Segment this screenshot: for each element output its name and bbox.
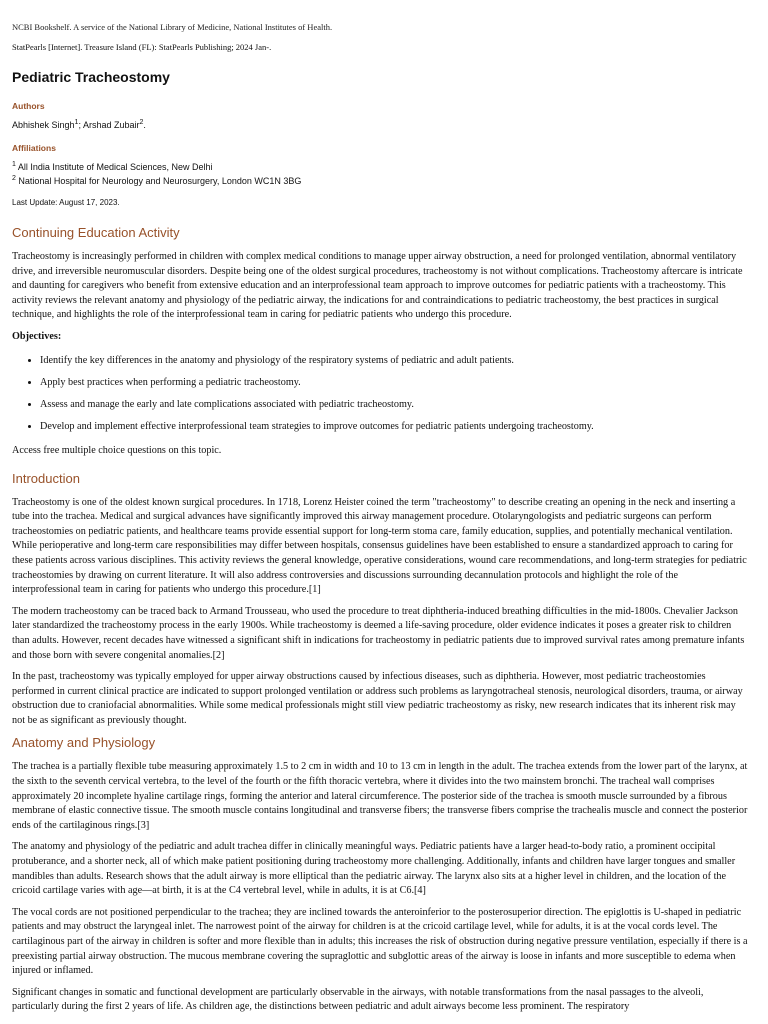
paragraph: The vocal cords are not positioned perpendicular to the trachea; they are inclined towards the anteroinferior to the posterosuperior direction. The epiglottis is U-shaped in pediatric patients and may obstruct the laryngeal inlet. The narrowest point of the airway for children is at the cricoid cartilage level, while for adults, it is at the vocal cords level. The cartilaginous part of the airway in children is softer and more flexible than in adults; this increases the risk of obstruction during negative pressure ventilation, especially if there is a preexisting partial airway obstruction. The mucous membrane covering the supraglottic and subglottic areas of the airway is loose in infants and more susceptible to edema when injured or inflamed.: [12, 906, 748, 977]
list-item: • Apply best practices when performing a pediatric tracheostomy.: [40, 376, 748, 390]
author-end: .: [143, 120, 146, 130]
paragraph: The trachea is a partially flexible tube measuring approximately 1.5 to 2 cm in width and 10 to 13 cm in length in the adult. The trachea extends from the lower part of the larynx, at the sixth to the seventh cervical vertebra, to the level of the fourth or the fifth thoracic vertebra, where it divides into the two mainstem bronchi. The tracheal wall comprises approximately 20 incomplete hyaline cartilage rings, forming the anterior and lateral circumference. The posterior side of the trachea is smooth muscle surrounded by a fibrous membrane of elastic connective tissue. The smooth muscle contains longitudinal and transverse fibers; the transverse fibers comprise the trachealis muscle and connect the posterior ends of the cartilaginous rings.[3]: [12, 761, 748, 831]
section-heading: Anatomy and Physiology: [12, 735, 156, 751]
section-anatomy: [12, 735, 748, 1015]
last-update: Last Update: August 17, 2023.: [12, 198, 120, 207]
paragraph: In the past, tracheostomy was typically employed for upper airway obstructions caused by infectious diseases, such as diphtheria. However, most pediatric tracheostomies performed in current clinical practice are indicated to support prolonged ventilation or address such problems as laryngotracheal stenosis, neurological disorders, trauma, or airway obstruction due to craniofacial abnormalities. While some medical professionals might still view pediatric tracheostomy as risky, new research indicates that its inherent risk may not be as significant as previously thought.: [12, 671, 743, 726]
author-sup: 1: [74, 119, 79, 126]
objectives-label: Objectives:: [12, 330, 62, 342]
affiliation-text: National Hospital for Neurology and Neurosurgery, London WC1N 3BG: [15, 176, 302, 186]
affiliation-text: All India Institute of Medical Sciences, New Delhi: [15, 162, 213, 172]
author-link[interactable]: Abhishek Singh: [12, 120, 75, 130]
list-item: • Develop and implement effective interprofessional team strategies to improve outcomes for pediatric patients undergoing tracheostomy.: [40, 420, 748, 434]
section-continuing-education: [12, 225, 748, 459]
affiliation-sup: 1: [12, 161, 16, 168]
paragraph: The anatomy and physiology of the pediatric and adult trachea differ in clinically meaningful ways. Pediatric patients have a larger head-to-body ratio, a prominent occipital protuberance, and a shorter neck, all of which make patient positioning during tracheostomy more challenging. Additionally, infants and children have larger tongues and smaller mandibles than adults. Research shows that the adult airway is more elliptical than the pediatric airway. The larynx also sits at a higher level in children, and the location of the cricoid cartilage varies with age—at birth, it is at the C4 vertebral level, while in adults, it is at C6.[4]: [12, 841, 736, 897]
list-item: • Identify the key differences in the anatomy and physiology of the respiratory systems of pediatric and adult patients.: [40, 354, 748, 368]
paragraph: Tracheostomy is one of the oldest known surgical procedures. In 1718, Lorenz Heister coined the term "tracheostomy" to describe creating an opening in the neck and inserting a tube into the trachea. Medical and surgical advances have significantly improved this airway management procedure. Otolaryngologists and pediatric surgeons can perform tracheostomies on pediatric patients, and healthcare teams provide essential support for long-term stoma care, family education, supplies, and potentially mechanical ventilation. While perioperative and long-term care responsibilities may differ between hospitals, consensus guidelines have been established to ensure a standardized approach to caring for these patients across various disciplines. This activity reviews the general knowledge, operative considerations, wound care recommendations, and long-term strategies for pediatric tracheostomies by drawing on current literature. It will also address controversies and discussions surrounding decannulation protocols and highlight the role of the interprofessional team in caring for patients who undergo this procedure.[1]: [12, 496, 747, 596]
section-introduction: [12, 471, 748, 729]
affiliation-2: [12, 173, 748, 187]
section-heading: Introduction: [12, 470, 80, 486]
source-line: StatPearls [Internet]. Treasure Island (FL): StatPearls Publishing; 2024 Jan-.: [12, 42, 272, 52]
bookshelf-line: NCBI Bookshelf. A service of the National Library of Medicine, National Institutes of Health.: [12, 22, 333, 32]
author-link[interactable]: Arshad Zubair: [82, 120, 140, 130]
paragraph: Tracheostomy is increasingly performed in children with complex medical conditions to manage upper airway obstruction, a need for prolonged ventilation, abnormal ventilatory drive, and irreversible neuromuscular disorders. Despite being one of the oldest surgical procedures, tracheostomy is not without complications. Tracheostomy aftercare is intricate and daunting for caregivers who benefit from extensive education and an interprofessional team approach to improve outcomes for pediatric patients with a tracheostomy. This activity reviews the relevant anatomy and physiology of the pediatric airway, the indications for and contraindications to pediatric tracheostomy, the best practices in surgical technique, and highlights the role of the interprofessional team in caring for pediatric patients who undergo this procedure.: [12, 251, 743, 321]
paragraph: The modern tracheostomy can be traced back to Armand Trousseau, who used the procedure to treat diphtheria-induced breathing difficulties in the mid-1800s. Chevalier Jackson later standardized the tracheostomy process in the early 1900s. While tracheostomy is deemed a life-saving procedure, older evidence indicates it poses a greater risk to children than adults. However, recent decades have witnessed a significant shift in indications for tracheostomy in pediatric patients due to improved survival rates among premature infants and those born with severe congenital anomalies.[2]: [12, 605, 745, 661]
objectives-list: [12, 354, 748, 434]
affiliation-1: [12, 159, 748, 173]
affiliation-sup: 2: [12, 175, 16, 182]
author-separator: ;: [78, 120, 83, 130]
section-heading: Continuing Education Activity: [12, 225, 180, 240]
paragraph: Significant changes in somatic and functional development are particularly observable in the airways, with notable transformations from the nasal passages to the alveoli, particularly during the first 2 years of life. As children age, the distinctions between pediatric and adult airways become less prominent. The respiratory: [12, 986, 704, 1013]
affiliations-label: Affiliations: [12, 143, 56, 153]
author-sup: 2: [139, 119, 144, 126]
authors-list: [12, 117, 748, 131]
page-title: Pediatric Tracheostomy: [12, 69, 170, 85]
access-questions-link[interactable]: Access free multiple choice questions on this topic.: [12, 444, 222, 456]
list-item: • Assess and manage the early and late complications associated with pediatric tracheostomy.: [40, 398, 748, 412]
authors-label: Authors: [12, 101, 45, 111]
